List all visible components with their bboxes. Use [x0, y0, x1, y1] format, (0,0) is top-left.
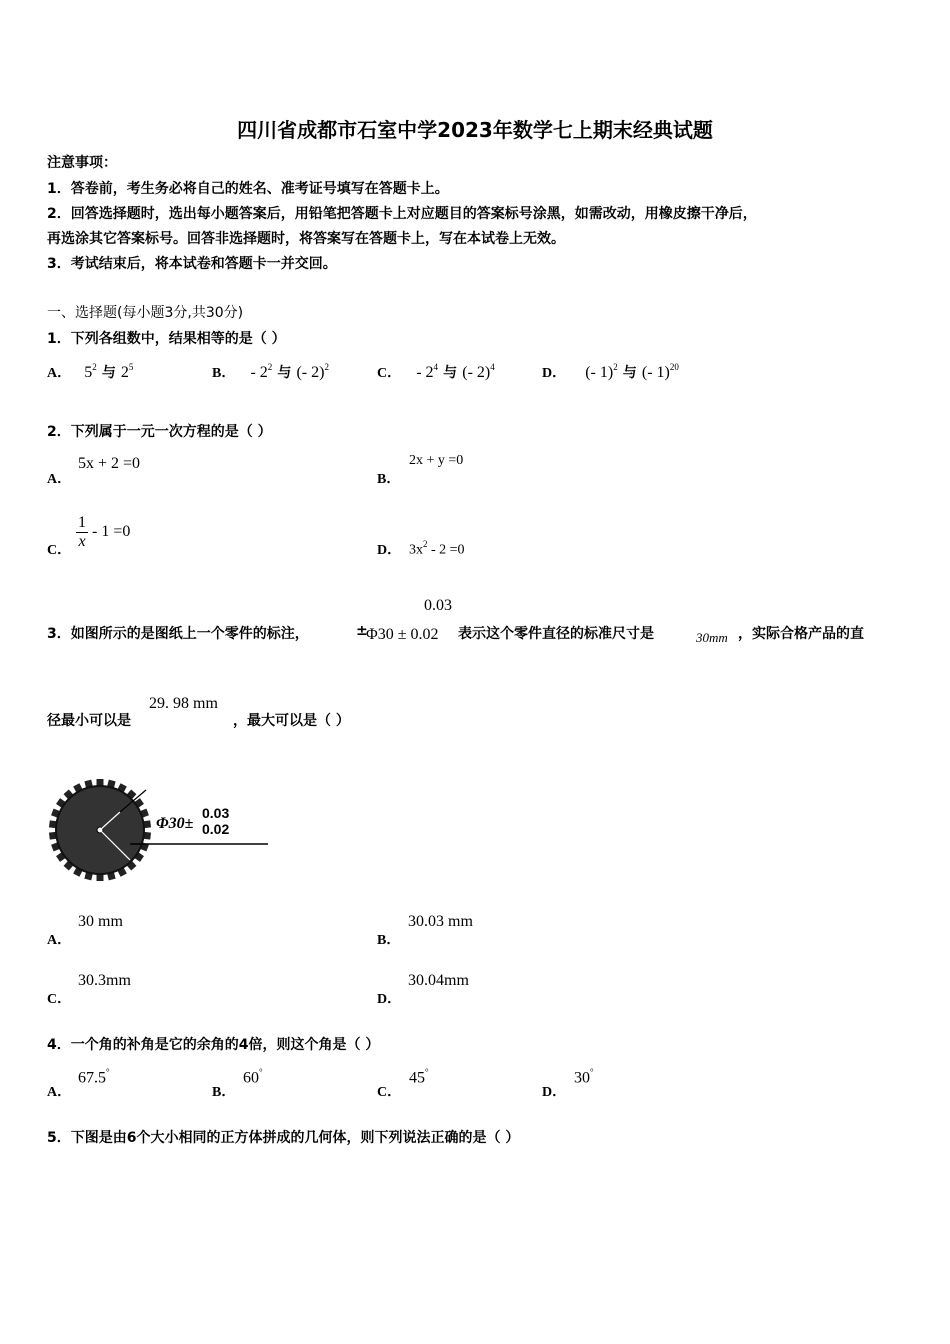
q1-option-a: A． $5^2$ 与 $2^5$ — [47, 361, 134, 381]
q3-option-a-label: A． — [47, 933, 72, 948]
q3-option-d: 30.04mm — [408, 972, 469, 989]
q1-option-c: C． - $2^4$ 与 (- 2)$^4$ — [377, 361, 495, 381]
q3-stem-b: 表示这个零件直径的标准尺寸是 — [458, 626, 654, 642]
option-label: C． — [377, 366, 402, 381]
q2-option-c: $\frac{1}{x}$ - 1 =0 — [78, 514, 131, 550]
q2-option-c-label: C． — [47, 543, 72, 558]
q4-option-d-label: D． — [542, 1085, 567, 1100]
q3-option-c: 30.3mm — [78, 972, 131, 989]
q3-stem-a: 3．如图所示的是图纸上一个零件的标注， — [47, 626, 309, 642]
q4-option-b-label: B． — [212, 1085, 236, 1100]
q1-option-d: D． (- 1)$^2$ 与 (- 1)$^{20}$ — [542, 361, 679, 381]
q3-min: 29. 98 mm — [149, 695, 218, 712]
q1-option-b: B． - $2^2$ 与 (- 2)$^2$ — [212, 361, 329, 381]
q4-option-c-label: C． — [377, 1085, 402, 1100]
q5-stem: 5．下图是由6个大小相同的正方体拼成的几何体，则下列说法正确的是（ ） — [47, 1130, 520, 1146]
option-label: B． — [212, 366, 236, 381]
q4-option-b: 60° — [243, 1067, 263, 1087]
q3-option-c-label: C． — [47, 992, 72, 1007]
q2-option-d-label: D． — [377, 543, 402, 558]
q2-option-a: 5x + 2 =0 — [78, 455, 141, 472]
notice-item-2: 2．回答选择题时，选出每小题答案后，用铅笔把答题卡上对应题目的答案标号涂黑，如需改动，用橡皮擦干净后， — [47, 206, 757, 222]
q4-option-a: 67.5° — [78, 1067, 110, 1087]
q3-mark-top: 0.03 — [424, 597, 452, 614]
notice-item-1: 1．答卷前，考生务必将自己的姓名、准考证号填写在答题卡上。 — [47, 181, 449, 197]
q1-stem: 1．下列各组数中，结果相等的是（ ） — [47, 331, 286, 347]
gear-lower: 0.02 — [202, 821, 230, 837]
gear-label: Φ30± — [156, 815, 194, 832]
option-label: D． — [542, 366, 567, 381]
notice-item-3: 3．考试结束后，将本试卷和答题卡一并交回。 — [47, 256, 337, 272]
option-label: A． — [47, 366, 72, 381]
q2-option-b-label: B． — [377, 472, 401, 487]
q4-option-d: 30° — [574, 1067, 594, 1087]
q4-option-a-label: A． — [47, 1085, 72, 1100]
q3-option-a: 30 mm — [78, 913, 123, 930]
q3-option-b-label: B． — [377, 933, 401, 948]
gear-figure — [46, 776, 276, 886]
q3-line2-a: 径最小可以是 — [47, 713, 131, 729]
q2-option-d: $3x^2 - 2 =0$ — [409, 539, 465, 558]
q3-stem-c: ，实际合格产品的直 — [738, 626, 864, 642]
q3-option-d-label: D． — [377, 992, 402, 1007]
q3-std: 30mm — [696, 630, 728, 645]
section-heading: 一、选择题(每小题3分,共30分) — [47, 305, 244, 321]
q4-stem: 4．一个角的补角是它的余角的4倍，则这个角是（ ） — [47, 1037, 380, 1053]
q2-option-a-label: A． — [47, 472, 72, 487]
q2-stem: 2．下列属于一元一次方程的是（ ） — [47, 424, 272, 440]
notice-heading: 注意事项： — [47, 155, 117, 171]
q3-mark-main: Φ30 ± 0.02 — [366, 626, 439, 643]
q2-option-b: 2x + y =0 — [409, 453, 464, 468]
q3-pm: ± — [356, 623, 368, 639]
page-title: 四川省成都市石室中学2023年数学七上期末经典试题 — [237, 118, 713, 142]
gear-upper: 0.03 — [202, 805, 230, 821]
notice-item-2-cont: 再选涂其它答案标号。回答非选择题时，将答案写在答题卡上，写在本试卷上无效。 — [47, 231, 565, 247]
q3-option-b: 30.03 mm — [408, 913, 473, 930]
q4-option-c: 45° — [409, 1067, 429, 1087]
q3-line2-b: ，最大可以是（ ） — [233, 713, 350, 729]
